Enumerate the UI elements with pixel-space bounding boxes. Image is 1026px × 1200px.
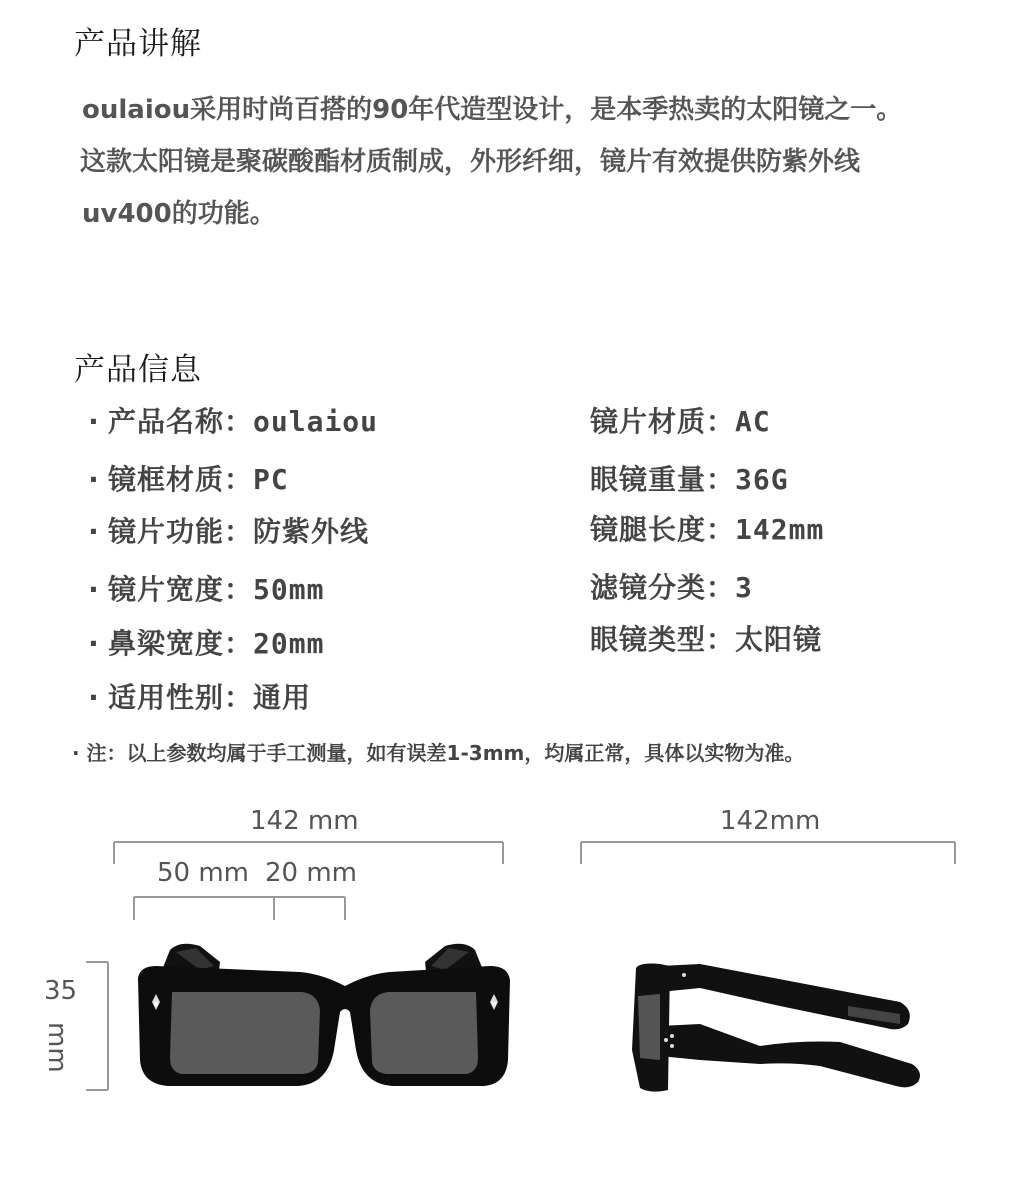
- lens-width-label: 50 mm: [157, 858, 250, 888]
- spec-key: 镜腿长度：: [590, 513, 736, 546]
- spec-value: 防紫外线: [253, 515, 370, 548]
- info-title: 产品信息: [74, 352, 202, 388]
- spec-value: 36G: [735, 463, 789, 496]
- spec-value: 142mm: [735, 513, 825, 546]
- spec-value: 太阳镜: [735, 623, 823, 656]
- spec-value: PC: [253, 463, 289, 496]
- spec-value: AC: [735, 405, 771, 438]
- intro-line-2: 这款太阳镜是聚碳酸酯材质制成，外形纤细，镜片有效提供防紫外线: [80, 147, 861, 177]
- lens-bridge-dimension-line: [134, 897, 345, 920]
- spec-key: 适用性别：: [108, 681, 254, 714]
- spec-key: 滤镜分类：: [590, 571, 736, 604]
- spec-value: 20mm: [253, 627, 325, 660]
- front-total-dimension-line: [114, 842, 503, 864]
- spec-key: 镜框材质：: [108, 463, 254, 496]
- spec-key: 产品名称：: [108, 405, 254, 438]
- bullet: ·: [88, 463, 100, 496]
- spec-key: 鼻梁宽度：: [108, 627, 254, 660]
- bullet: ·: [88, 573, 100, 606]
- intro-line-3: uv400的功能。: [82, 199, 276, 229]
- spec-key: 镜片宽度：: [108, 573, 254, 606]
- spec-value: 3: [735, 571, 753, 604]
- spec-value: oulaiou: [253, 405, 379, 438]
- height-unit-label: mm: [42, 1022, 72, 1073]
- spec-key: 镜片材质：: [590, 405, 736, 438]
- front-view-glasses: [138, 944, 510, 1086]
- intro-title: 产品讲解: [74, 26, 202, 62]
- measurement-note: · 注：以上参数均属于手工测量，如有误差1-3mm，均属正常，具体以实物为准。: [72, 741, 805, 765]
- spec-value: 通用: [253, 681, 312, 714]
- side-total-length-label: 142mm: [720, 806, 821, 836]
- side-view-glasses: [632, 964, 920, 1092]
- bullet: ·: [88, 681, 100, 714]
- bullet: ·: [88, 627, 100, 660]
- spec-key: 镜片功能：: [108, 515, 254, 548]
- height-dimension-line: [86, 962, 108, 1090]
- spec-key: 眼镜重量：: [590, 463, 736, 496]
- bridge-width-label: 20 mm: [265, 858, 358, 888]
- height-value-label: 35: [44, 976, 78, 1006]
- bullet: ·: [88, 405, 100, 438]
- front-total-width-label: 142 mm: [250, 806, 359, 836]
- spec-key: 眼镜类型：: [590, 623, 736, 656]
- intro-line-1: oulaiou采用时尚百搭的90年代造型设计，是本季热卖的太阳镜之一。: [82, 95, 903, 125]
- side-total-dimension-line: [581, 842, 955, 864]
- spec-value: 50mm: [253, 573, 325, 606]
- bullet: ·: [88, 515, 100, 548]
